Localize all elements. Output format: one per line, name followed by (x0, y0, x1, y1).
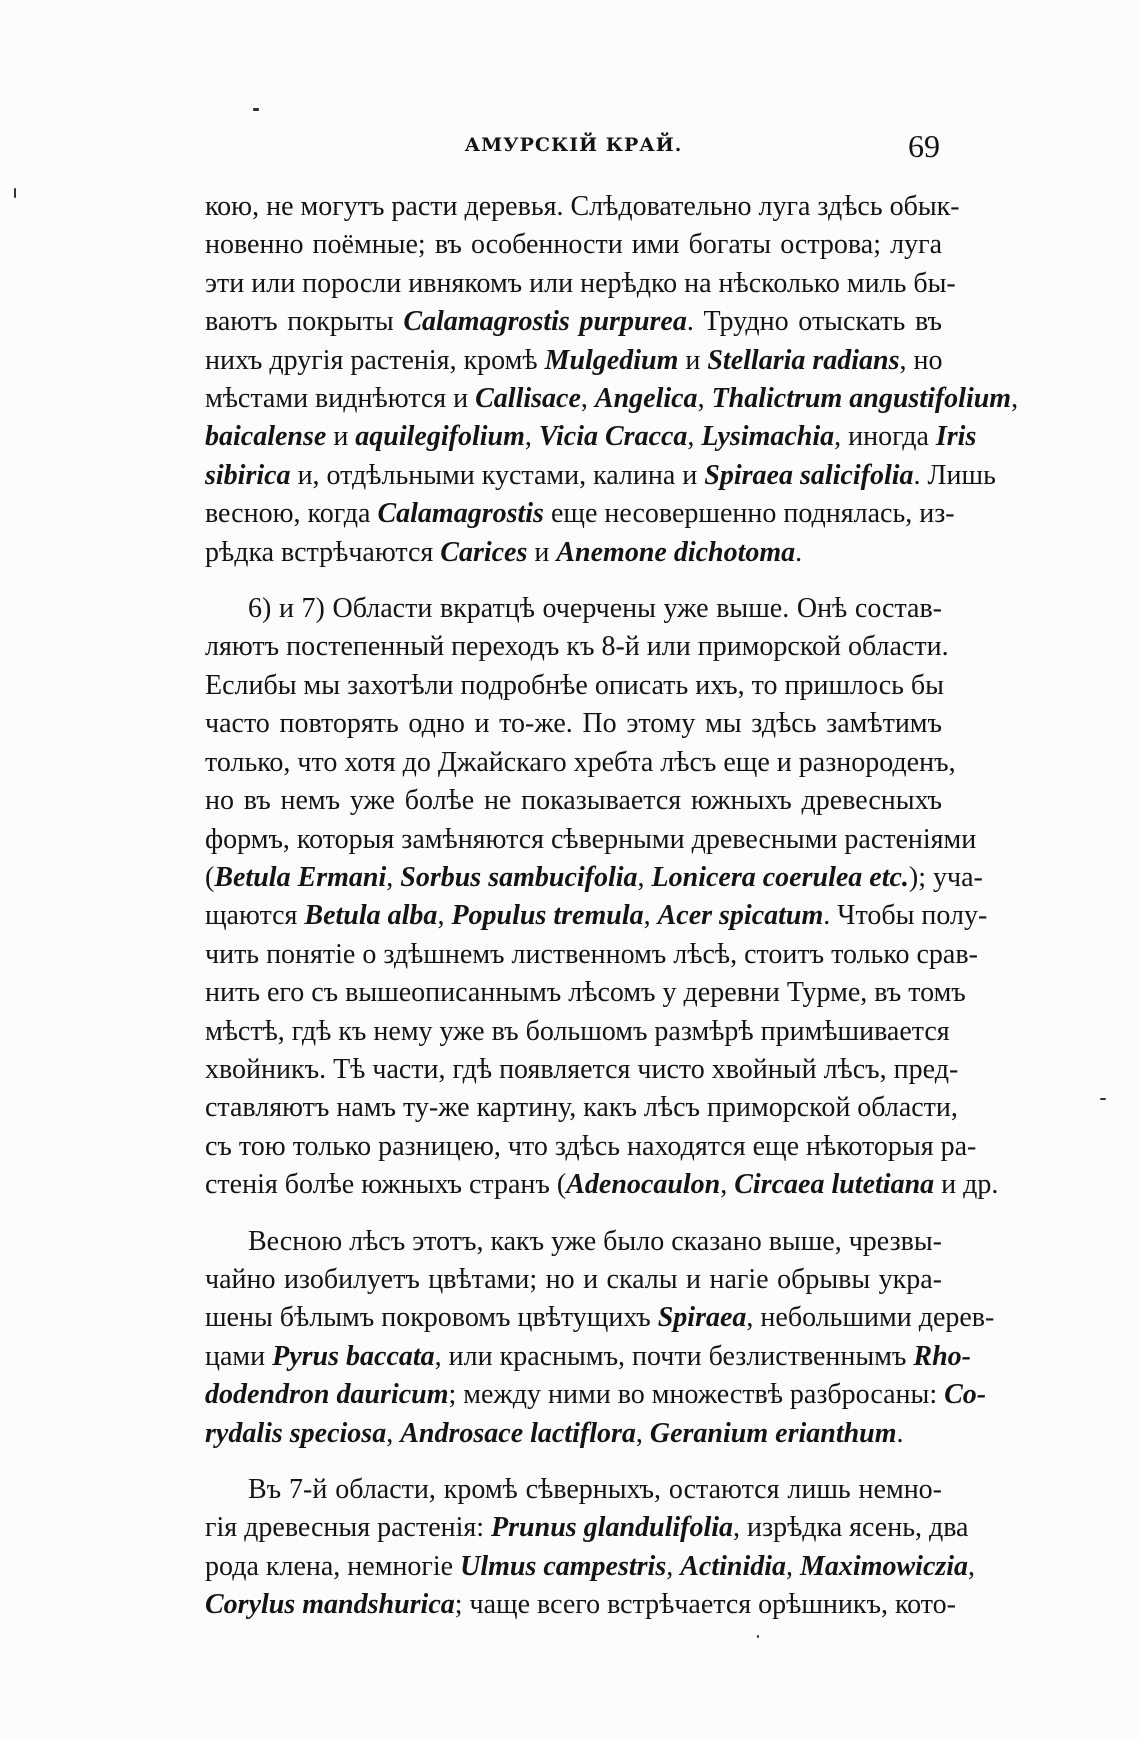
text-line (205, 303, 942, 341)
latin-term: Callisace (475, 383, 581, 415)
text-run: Еслибы мы захотѣли подробнѣе описать ихъ, то пришлось бы (205, 669, 944, 701)
text-line (205, 1013, 950, 1051)
print-speck (1100, 1098, 1106, 1100)
latin-term: Anemone dichotoma (556, 536, 796, 568)
latin-term: Calamagrostis (377, 498, 544, 530)
text-run: , (635, 1417, 650, 1449)
text-line (205, 590, 942, 628)
text-run: , (697, 383, 712, 415)
text-run: , или краснымъ, почти безлиственнымъ (434, 1340, 914, 1372)
latin-term: Rho- (913, 1340, 971, 1372)
text-run: , (386, 861, 401, 893)
latin-term: baicalense (205, 421, 327, 453)
print-speck (253, 108, 259, 111)
latin-term: dodendron dauricum (205, 1379, 449, 1411)
text-run: , (524, 421, 539, 453)
text-run: еще несовершенно поднялась, из- (543, 498, 955, 530)
text-line (205, 821, 977, 859)
text-run: , (637, 861, 652, 893)
text-run: но въ немъ уже болѣе не показывается южныхъ древесныхъ (205, 785, 942, 817)
text-run: рода клена, немногіе (205, 1550, 461, 1582)
text-line (205, 188, 960, 226)
text-run: , (580, 383, 595, 415)
latin-term: Pyrus baccata (272, 1340, 435, 1372)
text-line (205, 1509, 969, 1547)
text-line (205, 1089, 958, 1127)
latin-term: rydalis speciosa (205, 1417, 387, 1449)
text-line (205, 495, 955, 533)
text-run: и др. (934, 1169, 999, 1201)
text-line (205, 1166, 999, 1204)
text-run: и (527, 536, 557, 568)
text-run: , небольшими дерев- (746, 1302, 995, 1334)
text-run: чить понятіе о здѣшнемъ лиственномъ лѣсѣ, стоитъ только срав- (205, 938, 978, 970)
text-run: эти или поросли ивнякомъ или нерѣдко на нѣсколько миль бы- (205, 267, 956, 299)
text-run: . Лишь (913, 459, 996, 491)
text-run: , изрѣдка ясень, два (733, 1512, 969, 1544)
latin-term: Angelica (594, 383, 698, 415)
text-run: , (1011, 383, 1019, 415)
latin-term: aquilegifolium (355, 421, 525, 453)
text-line (205, 744, 956, 782)
running-title: АМУРСКІЙ КРАЙ. (464, 134, 683, 156)
text-run: нить его съ вышеописаннымъ лѣсомъ у деревни Турме, въ томъ (205, 977, 966, 1009)
text-line (205, 534, 942, 572)
body-text (205, 188, 1019, 1625)
text-run: , (786, 1550, 801, 1582)
text-run: съ тою только разницею, что здѣсь находятся еще нѣкоторыя ра- (205, 1130, 977, 1162)
text-line (205, 1051, 959, 1089)
latin-term: Spiraea salicifolia (704, 459, 914, 491)
text-run: 6) и 7) Области вкратцѣ очерчены уже выше. Онѣ состав- (248, 593, 942, 625)
text-run: ; между ними во множествѣ разбросаны: (448, 1379, 945, 1411)
text-run: , (643, 900, 658, 932)
text-line (205, 1471, 942, 1509)
text-run: мѣстѣ, гдѣ къ нему уже въ большомъ размѣрѣ примѣшивается (205, 1015, 950, 1047)
latin-term: Calamagrostis purpurea (403, 306, 687, 338)
text-run: ляютъ постепенный переходъ къ 8-й или приморской области. (205, 631, 949, 663)
text-line (205, 418, 977, 456)
latin-term: Co- (944, 1379, 987, 1411)
text-run: и (678, 344, 708, 376)
text-run: шены бѣлымъ покровомъ цвѣтущихъ (205, 1302, 658, 1334)
text-line (205, 226, 942, 264)
text-line (205, 1299, 995, 1337)
text-run: , (687, 421, 702, 453)
latin-term: Betula Ermani (214, 861, 387, 893)
text-run: стенія болѣе южныхъ странъ ( (205, 1169, 567, 1201)
text-run: , (666, 1550, 681, 1582)
latin-term: Carices (440, 536, 528, 568)
text-run: Въ 7-й области, кромѣ сѣверныхъ, остаются лишь немно- (248, 1474, 942, 1505)
text-run: , (386, 1417, 401, 1449)
text-run: рѣдка встрѣчаются (205, 536, 441, 568)
text-run: нихъ другія растенія, кромѣ (205, 344, 545, 376)
text-line (205, 859, 983, 897)
text-run: часто повторять одно и то-же. По этому мы здѣсь замѣтимъ (205, 708, 942, 740)
latin-term: Geranium erianthum (649, 1417, 897, 1449)
text-line (205, 265, 956, 303)
text-run: чайно изобилуетъ цвѣтами; но и скалы и нагіе обрывы укра- (205, 1263, 942, 1295)
text-run: мѣстами виднѣются и (205, 383, 476, 415)
text-run: формъ, которыя замѣняются сѣверными древесными растеніями (205, 823, 977, 855)
latin-term: Thalictrum angustifolium (711, 383, 1012, 415)
text-line (205, 1338, 971, 1376)
latin-term: Adenocaulon (566, 1169, 721, 1201)
text-line (205, 667, 942, 705)
text-run: , (437, 900, 452, 932)
paragraph (205, 1471, 976, 1625)
page-header (205, 128, 942, 168)
latin-term: Stellaria radians (707, 344, 900, 376)
text-line (205, 1415, 942, 1453)
text-run: и, отдѣльными кустами, калина и (290, 459, 705, 491)
text-line (205, 897, 988, 935)
text-line (205, 628, 949, 666)
text-line (205, 1223, 942, 1261)
text-run: Весною лѣсъ этотъ, какъ уже было сказано выше, чрезвы- (248, 1225, 942, 1257)
text-line (205, 1261, 942, 1299)
latin-term: Maximowiczia (800, 1550, 969, 1582)
latin-term: Iris (935, 421, 977, 453)
text-run: . (896, 1417, 904, 1449)
text-run: ( (205, 861, 215, 893)
text-run: , (720, 1169, 735, 1201)
text-line (205, 974, 966, 1012)
text-run: , но (899, 344, 943, 376)
text-line (205, 1376, 987, 1414)
latin-term: Androsace lactiflora (400, 1417, 636, 1449)
text-run: только, что хотя до Джайскаго хребта лѣсъ еще и разнороденъ, (205, 746, 956, 778)
latin-term: Sorbus sambucifolia (400, 861, 638, 893)
text-run: новенно поёмные; въ особенности ими богаты острова; луга (205, 229, 942, 261)
text-run: . (795, 536, 803, 568)
print-speck (14, 188, 16, 198)
text-run: кою, не могутъ расти деревья. Слѣдовательно луга здѣсь обык- (205, 191, 960, 222)
latin-term: Circaea lutetiana (734, 1169, 935, 1201)
text-line (205, 457, 996, 495)
latin-term: Acer spicatum (657, 900, 824, 932)
latin-term: Populus tremula (451, 900, 644, 932)
text-run: гія древесныя растенія: (205, 1512, 492, 1544)
latin-term: sibirica (205, 459, 291, 491)
latin-term: Betula alba (304, 900, 438, 932)
text-run: щаются (205, 900, 305, 932)
text-line (205, 936, 978, 974)
text-run: весною, когда (205, 498, 378, 530)
latin-term: Spiraea (657, 1302, 747, 1334)
latin-term: Ulmus campestris (460, 1550, 667, 1582)
text-run: ваютъ покрыты (205, 306, 404, 338)
print-speck (757, 1635, 759, 1638)
text-run: . Чтобы полу- (823, 900, 988, 932)
text-line (205, 1586, 956, 1624)
latin-term: Mulgedium (544, 344, 679, 376)
latin-term: Actinidia (680, 1550, 787, 1582)
text-run: хвойникъ. Тѣ части, гдѣ появляется чисто хвойный лѣсъ, пред- (205, 1053, 959, 1085)
paragraph (205, 1223, 995, 1453)
text-run: , (968, 1550, 976, 1582)
text-line (205, 380, 1019, 418)
latin-term: Lysimachia (701, 421, 835, 453)
text-run: ; чаще всего встрѣчается орѣшникъ, кото- (454, 1589, 956, 1621)
text-line (205, 1548, 976, 1586)
text-run: ставляютъ намъ ту-же картину, какъ лѣсъ приморской области, (205, 1092, 958, 1124)
text-line (205, 705, 942, 743)
latin-term: Prunus glandulifolia (491, 1512, 734, 1544)
latin-term: Lonicera coerulea etc. (651, 861, 909, 893)
text-run: . Трудно отыскать въ (686, 306, 942, 338)
text-run: и (326, 421, 356, 453)
paragraph (205, 188, 1019, 572)
text-line (205, 1128, 977, 1166)
text-run: ); уча- (908, 861, 983, 893)
latin-term: Corylus mandshurica (205, 1589, 455, 1621)
text-line (205, 782, 942, 820)
text-run: , иногда (834, 421, 936, 453)
text-line (205, 342, 942, 380)
paragraph (205, 590, 999, 1205)
latin-term: Vicia Cracca (538, 421, 688, 453)
text-run: цами (205, 1340, 273, 1372)
page-number: 69 (908, 128, 940, 164)
